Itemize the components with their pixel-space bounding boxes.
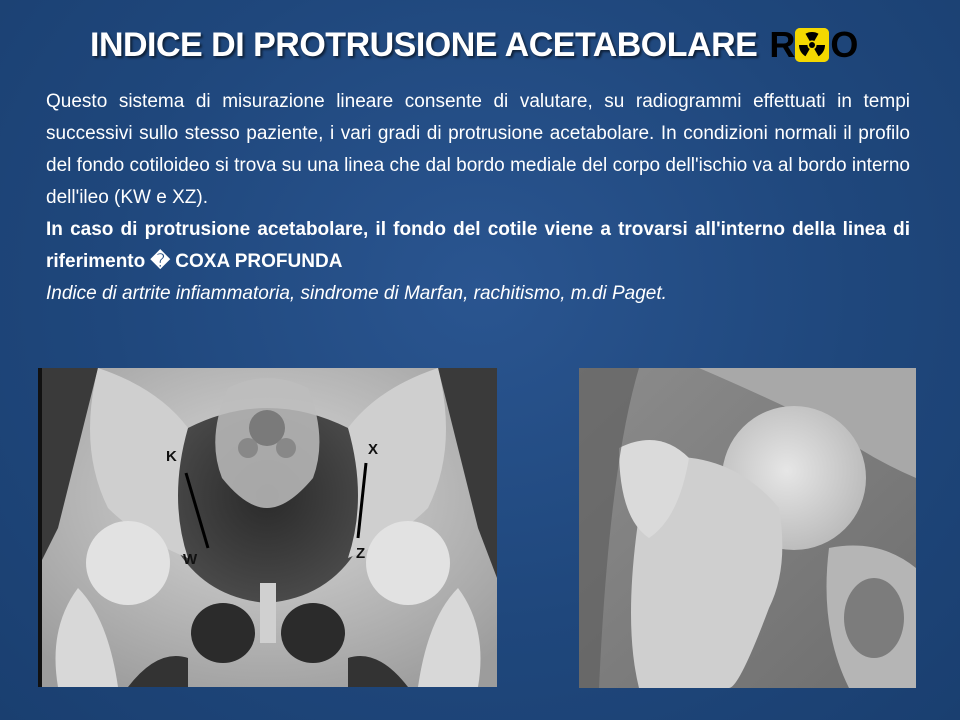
label-w: W <box>183 551 198 568</box>
radiation-icon <box>795 28 829 62</box>
hip-xray-image <box>579 368 916 688</box>
pelvis-xray-image <box>38 368 497 687</box>
roo-logo <box>769 24 857 66</box>
paragraph-indications: Indice di artrite infiammatoria, sindrome di Marfan, rachitismo, m.di Paget. <box>46 283 667 304</box>
paragraph-coxa-profunda: In caso di protrusione acetabolare, il fondo del cotile viene a trovarsi all'interno della linea di riferimento � COXA PROFUNDA <box>46 219 910 272</box>
logo-letter-o: O <box>830 24 858 65</box>
label-x: X <box>368 441 379 458</box>
label-k: K <box>166 448 177 465</box>
title-row <box>90 20 857 70</box>
label-z: Z <box>356 545 366 562</box>
paragraph-description: Questo sistema di misurazione lineare consente di valutare, su radiogrammi effettuati in tempi successivi sullo stesso paziente, i vari gradi di protrusione acetabolare. In condizioni normali il profilo del fondo cotiloideo si trova su una linea che dal bordo mediale del corpo dell'ischio va al bordo interno dell'ileo (KW e XZ). <box>46 91 910 208</box>
body-text <box>46 86 910 310</box>
slide-title: INDICE DI PROTRUSIONE ACETABOLARE <box>90 25 758 64</box>
logo-letter-r: R <box>769 24 795 65</box>
